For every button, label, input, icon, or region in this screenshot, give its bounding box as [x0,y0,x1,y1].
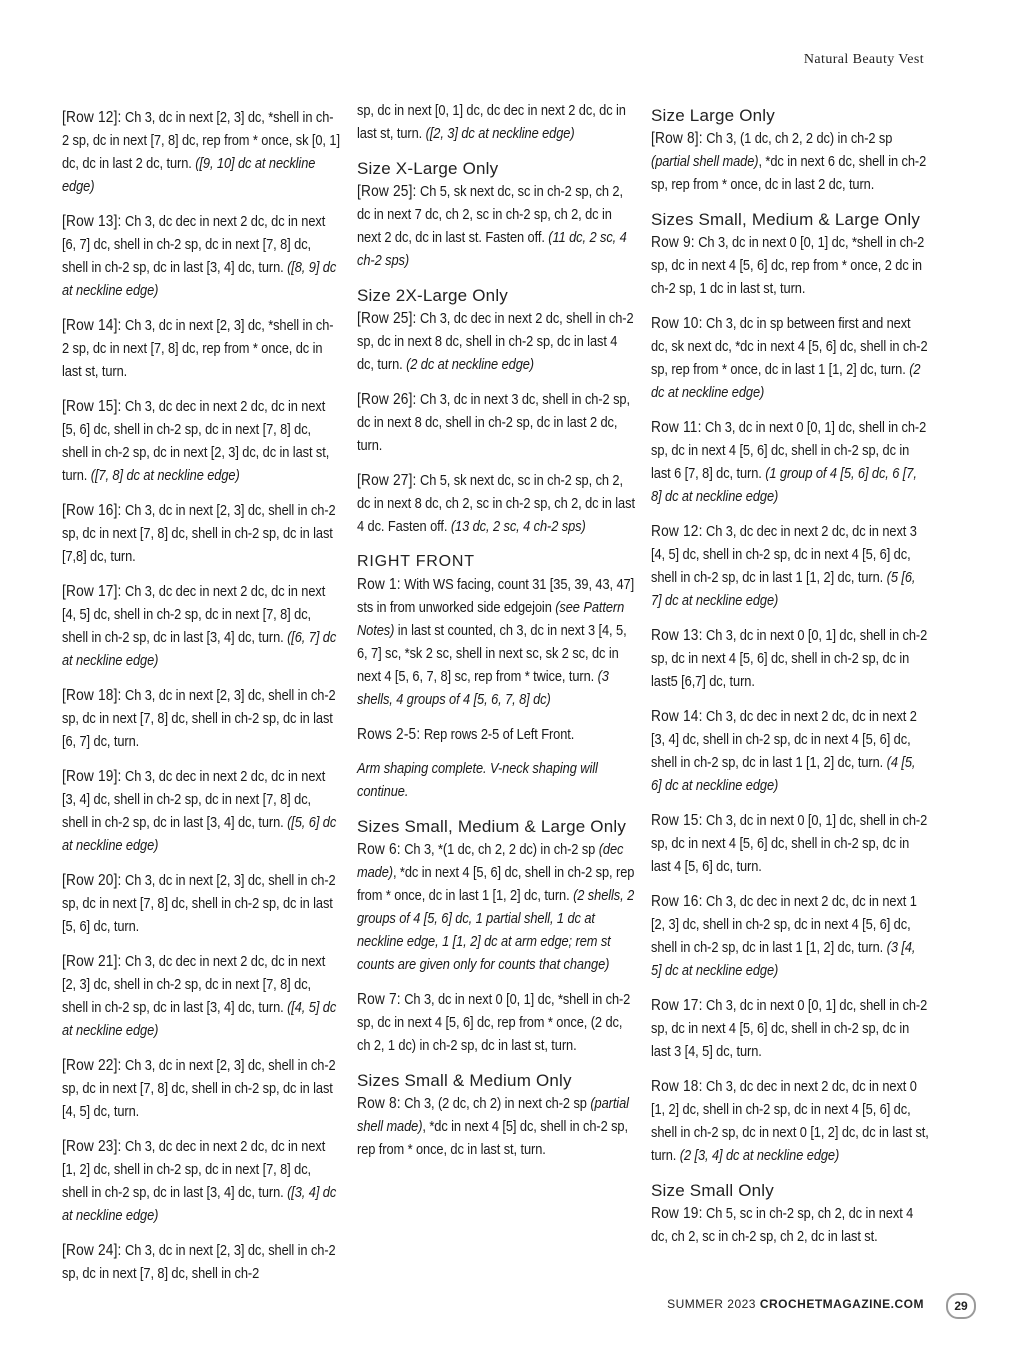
row-label: [Row 25]: [357,310,417,327]
instruction-text: Ch 3, dc dec in next 2 dc, dc in next [2, 3] dc, shell in ch-2 sp, dc in next [7, 8] dc, shell in ch-2 sp, dc in last [3, 4] dc, turn. [62,954,326,1016]
instruction-text: Ch 3, dc in next 0 [0, 1] dc, *shell in ch-2 sp, dc in next 4 [5, 6] dc, rep from * once, (2 dc, ch 2, 1 dc) in ch-2 sp, dc in last st, turn. [357,992,631,1054]
instruction-text: Rep rows 2-5 of Left Front. [420,727,575,743]
page-footer [667,1297,924,1311]
row-label: [Row 27]: [357,472,417,489]
row-label: [Row 15]: [62,398,122,415]
instruction-text: Ch 3, dc dec in next 2 dc, dc in next 1 [2, 3] dc, shell in ch-2 sp, dc in next 4 [5, 6] dc, shell in ch-2 sp, dc in last 1 [1, 2] dc, turn. [651,894,917,956]
row-label: Row 10: [651,315,703,332]
instruction-note: (see Pattern Notes) [357,600,625,639]
instruction-text: Ch 3, dc dec in next 2 dc, dc in next 0 [1, 2] dc, shell in ch-2 sp, dc in next 4 [5, 6] dc, shell in ch-2 sp, dc in next 0 [1, 2] dc, dc in last st, turn. [651,1079,929,1164]
row-label: Rows 2-5: [357,726,421,743]
section-heading: RIGHT FRONT [357,553,475,570]
row-label: [Row 26]: [357,391,417,408]
instruction-text: in last st counted, ch 3, dc in next 3 [4, 5, 6, 7] sc, *sk 2 sc, shell in next sc, sk 2 sc, dc in next 4 [5, 6, 7, 8] sc, rep from * twice, turn. [357,623,627,685]
instruction-paragraph [62,869,340,939]
row-label: Row 6: [357,841,401,858]
instruction-paragraph [651,994,929,1064]
instruction-note: ([3, 4] dc at neckline edge) [62,1185,337,1224]
instruction-text: Ch 3, dc dec in next 2 dc, dc in next 3 [4, 5] dc, shell in ch-2 sp, dc in next 4 [5, 6] dc, shell in ch-2 sp, dc in last 1 [1, 2] dc, turn. [651,524,917,586]
instruction-note: ([9, 10] dc at neckline edge) [62,156,316,195]
row-label: Row 14: [651,708,703,725]
instruction-note: ([2, 3] dc at neckline edge) [425,126,575,142]
row-label: Row 1: [357,576,401,593]
instruction-text: Ch 3, dc dec in next 2 dc, dc in next [1, 2] dc, shell in ch-2 sp, dc in next [7, 8] dc, shell in ch-2 sp, dc in last [3, 4] dc, turn. [62,1139,326,1201]
instruction-note: ([5, 6] dc at neckline edge) [62,815,337,854]
instruction-note: (4 [5, 6] dc at neckline edge) [651,755,916,794]
instruction-paragraph [651,890,929,983]
row-label: Row 16: [651,893,703,910]
instruction-note: ([8, 9] dc at neckline edge) [62,260,337,299]
instruction-paragraph [357,988,635,1058]
instruction-paragraph [651,231,929,301]
row-label: [Row 24]: [62,1242,122,1259]
instruction-text: Ch 3, dc in next 0 [0, 1] dc, shell in ch-2 sp, dc in next 4 [5, 6] dc, shell in ch-2 sp, dc in last5 [6,7] dc, turn. [651,628,928,690]
instruction-paragraph [62,684,340,754]
instruction-paragraph [651,312,929,405]
instruction-paragraph [357,838,635,977]
row-label: Row 17: [651,997,703,1014]
instruction-paragraph [62,314,340,384]
instruction-paragraph [357,1092,635,1162]
instruction-note: (11 dc, 2 sc, 4 ch-2 sps) [357,230,627,269]
instruction-paragraph [62,1054,340,1124]
instruction-text: Ch 3, dc in next 0 [0, 1] dc, shell in ch-2 sp, dc in next 4 [5, 6] dc, shell in ch-2 sp, dc in last 4 [5, 6] dc, turn. [651,813,928,875]
instruction-paragraph [62,950,340,1043]
instruction-text: With WS facing, count 31 [35, 39, 43, 47] sts in from unworked side edgejoin [357,577,635,616]
instruction-note: (13 dc, 2 sc, 4 ch-2 sps) [450,519,586,535]
row-label: Row 7: [357,991,401,1008]
instruction-paragraph [62,580,340,673]
row-label: Row 15: [651,812,703,829]
instruction-paragraph [62,1135,340,1228]
row-label: [Row 23]: [62,1138,122,1155]
row-label: [Row 22]: [62,1057,122,1074]
row-label: [Row 18]: [62,687,122,704]
instruction-text: Ch 5, sk next dc, sc in ch-2 sp, ch 2, dc in next 8 dc, ch 2, sc in ch-2 sp, ch 2, dc in last 4 dc. Fasten off. [357,473,635,535]
instruction-paragraph [651,1202,929,1249]
column-3 [651,100,929,1260]
row-label: [Row 14]: [62,317,122,334]
row-label: [Row 17]: [62,583,122,600]
instruction-text: , *dc in next 4 [5, 6] dc, shell in ch-2 sp, rep from * once, dc in last 1 [1, 2] dc, turn. [357,865,635,904]
instruction-note: (2 [3, 4] dc at neckline edge) [679,1148,840,1164]
instruction-text: sp, dc in next [0, 1] dc, dc dec in next 2 dc, dc in last st, turn. [357,103,626,142]
instruction-text: Ch 3, dc dec in next 2 dc, dc in next [5, 6] dc, shell in ch-2 sp, dc in next [7, 8] dc, shell in ch-2 sp, dc in next [2, 3] dc, dc in last st, turn. [62,399,330,484]
section-heading: Size Large Only [651,106,775,125]
instruction-note: (2 dc at neckline edge) [651,362,921,401]
instruction-text: Ch 3, dc dec in next 2 dc, dc in next [4, 5] dc, shell in ch-2 sp, dc in next [7, 8] dc, shell in ch-2 sp, dc in last [3, 4] dc, turn. [62,584,326,646]
instruction-text: Ch 3, dc in next [2, 3] dc, shell in ch-2 sp, dc in next [7, 8] dc, shell in ch-2 sp, dc in last [5, 6] dc, turn. [62,873,336,935]
instruction-text: , *dc in next 4 [5] dc, shell in ch-2 sp, rep from * once, dc in last st, turn. [357,1119,628,1158]
instruction-text: Ch 3, dc in next [2, 3] dc, shell in ch-2 sp, dc in next [7, 8] dc, shell in ch-2 [62,1243,336,1282]
row-label: [Row 21]: [62,953,122,970]
instruction-note: (3 shells, 4 groups of 4 [5, 6, 7, 8] dc) [357,669,609,708]
running-header: Natural Beauty Vest [803,52,924,67]
instruction-paragraph [651,520,929,613]
row-label: Row 11: [651,419,702,436]
instruction-text: Ch 5, sk next dc, sc in ch-2 sp, ch 2, dc in next 7 dc, ch 2, sc in ch-2 sp, ch 2, dc in next 2 dc, dc in last st. Fasten off. [357,184,623,246]
row-label: Row 18: [651,1078,703,1095]
instruction-note: ([7, 8] dc at neckline edge) [90,468,240,484]
instruction-text: Ch 3, dc in next [2, 3] dc, *shell in ch-2 sp, dc in next [7, 8] dc, rep from * once, sk [0, 1] dc, dc in last 2 dc, turn. [62,110,340,172]
instruction-text: Ch 3, dc dec in next 2 dc, dc in next [6, 7] dc, shell in ch-2 sp, dc in next [7, 8] dc, shell in ch-2 sp, dc in last [3, 4] dc, turn. [62,214,326,276]
instruction-note: (partial shell made) [651,154,759,170]
instruction-text: Ch 3, dc in next [2, 3] dc, *shell in ch-2 sp, dc in next [7, 8] dc, rep from * once, dc in last st, turn. [62,318,334,380]
row-label: Row 19: [651,1205,703,1222]
instruction-paragraph [357,758,635,804]
section-heading: Sizes Small & Medium Only [357,1071,572,1090]
instruction-paragraph [357,388,635,458]
instruction-paragraph [651,705,929,798]
instruction-paragraph [651,416,929,509]
footer-site: CROCHETMAGAZINE.COM [759,1297,924,1311]
instruction-note: (partial shell made) [357,1096,629,1135]
instruction-paragraph [357,573,635,712]
instruction-paragraph [651,127,929,197]
instruction-text: Ch 3, (1 dc, ch 2, 2 dc) in ch-2 sp [702,131,893,147]
instruction-text: Ch 3, (2 dc, ch 2) in next ch-2 sp [400,1096,591,1112]
section-heading: Size 2X-Large Only [357,286,509,305]
instruction-paragraph [357,180,635,273]
instruction-paragraph [62,499,340,569]
instruction-note: (2 dc at neckline edge) [406,357,535,373]
section-heading: Size Small Only [651,1181,774,1200]
instruction-paragraph [357,307,635,377]
instruction-note: (5 [6, 7] dc at neckline edge) [651,570,916,609]
instruction-paragraph [357,100,635,146]
instruction-text: Ch 3, dc dec in next 2 dc, dc in next [3, 4] dc, shell in ch-2 sp, dc in next [7, 8] dc, shell in ch-2 sp, dc in last [3, 4] dc, turn. [62,769,326,831]
instruction-note: (3 [4, 5] dc at neckline edge) [651,940,916,979]
instruction-note: ([4, 5] dc at neckline edge) [62,1000,337,1039]
row-label: [Row 20]: [62,872,122,889]
section-heading: Sizes Small, Medium & Large Only [357,817,627,836]
instruction-text: Ch 3, dc dec in next 2 dc, dc in next 2 [3, 4] dc, shell in ch-2 sp, dc in next 4 [5, 6] dc, shell in ch-2 sp, dc in last 1 [1, 2] dc, turn. [651,709,917,771]
row-label: [Row 16]: [62,502,122,519]
instruction-paragraph [357,723,635,747]
instruction-text: Ch 5, sc in ch-2 sp, ch 2, dc in next 4 dc, ch 2, sc in ch-2 sp, ch 2, dc in last st. [651,1206,914,1245]
row-label: [Row 8]: [651,130,703,147]
instruction-paragraph [62,210,340,303]
instruction-paragraph [651,624,929,694]
instruction-note: (dec made) [357,842,624,881]
row-label: Row 9: [651,234,695,251]
page-number: 29 [946,1293,976,1319]
instruction-paragraph [62,1239,340,1286]
instruction-text: Ch 3, dc in next [2, 3] dc, shell in ch-2 sp, dc in next [7, 8] dc, shell in ch-2 sp, dc in last [6, 7] dc, turn. [62,688,336,750]
footer-season: SUMMER 2023 [667,1297,756,1311]
instruction-text: Ch 3, dc dec in next 2 dc, shell in ch-2 sp, dc in next 8 dc, shell in ch-2 sp, dc in last 4 dc, turn. [357,311,634,373]
instruction-paragraph [651,1075,929,1168]
row-label: [Row 25]: [357,183,417,200]
column-1 [62,106,340,1297]
instruction-note: ([6, 7] dc at neckline edge) [62,630,337,669]
instruction-text: Ch 3, dc in next [2, 3] dc, shell in ch-2 sp, dc in next [7, 8] dc, shell in ch-2 sp, dc in last [7,8] dc, turn. [62,503,336,565]
instruction-text: Ch 3, dc in next 0 [0, 1] dc, shell in ch-2 sp, dc in next 4 [5, 6] dc, shell in ch-2 sp, dc in last 6 [7, 8] dc, turn. [651,420,927,482]
row-label: [Row 13]: [62,213,122,230]
instruction-text: Ch 3, dc in next 0 [0, 1] dc, *shell in ch-2 sp, dc in next 4 [5, 6] dc, rep from * once, 2 dc in ch-2 sp, 1 dc in last st, turn. [651,235,925,297]
row-label: [Row 12]: [62,109,122,126]
section-heading: Size X-Large Only [357,159,499,178]
instruction-text: Ch 3, dc in next 0 [0, 1] dc, shell in ch-2 sp, dc in next 4 [5, 6] dc, shell in ch-2 sp, dc in last 3 [4, 5] dc, turn. [651,998,928,1060]
instruction-text: , *dc in next 6 dc, shell in ch-2 sp, rep from * once, dc in last 2 dc, turn. [651,154,927,193]
instruction-note: (2 shells, 2 groups of 4 [5, 6] dc, 1 partial shell, 1 dc at neckline edge, 1 [1, 2] dc at arm edge; rem st counts are given only for counts that change) [357,888,635,973]
instruction-paragraph [651,809,929,879]
instruction-text: Ch 3, dc in sp between first and next dc, sk next dc, *dc in next 4 [5, 6] dc, shell in ch-2 sp, rep from * once, dc in last 1 [1, 2] dc, turn. [651,316,928,378]
column-2 [357,100,635,1173]
instruction-text: Ch 3, *(1 dc, ch 2, 2 dc) in ch-2 sp [400,842,599,858]
instruction-paragraph [62,106,340,199]
row-label: [Row 19]: [62,768,122,785]
instruction-text: Ch 3, dc in next [2, 3] dc, shell in ch-2 sp, dc in next [7, 8] dc, shell in ch-2 sp, dc in last [4, 5] dc, turn. [62,1058,336,1120]
instruction-text: Ch 3, dc in next 3 dc, shell in ch-2 sp, dc in next 8 dc, shell in ch-2 sp, dc in last 2 dc, turn. [357,392,630,454]
row-label: Row 12: [651,523,703,540]
row-label: Row 8: [357,1095,401,1112]
instruction-note: Arm shaping complete. V-neck shaping will continue. [357,761,598,800]
instruction-paragraph [62,765,340,858]
row-label: Row 13: [651,627,703,644]
instruction-paragraph [357,469,635,539]
instruction-note: (1 group of 4 [5, 6] dc, 6 [7, 8] dc at neckline edge) [651,466,917,505]
instruction-paragraph [62,395,340,488]
section-heading: Sizes Small, Medium & Large Only [651,210,921,229]
